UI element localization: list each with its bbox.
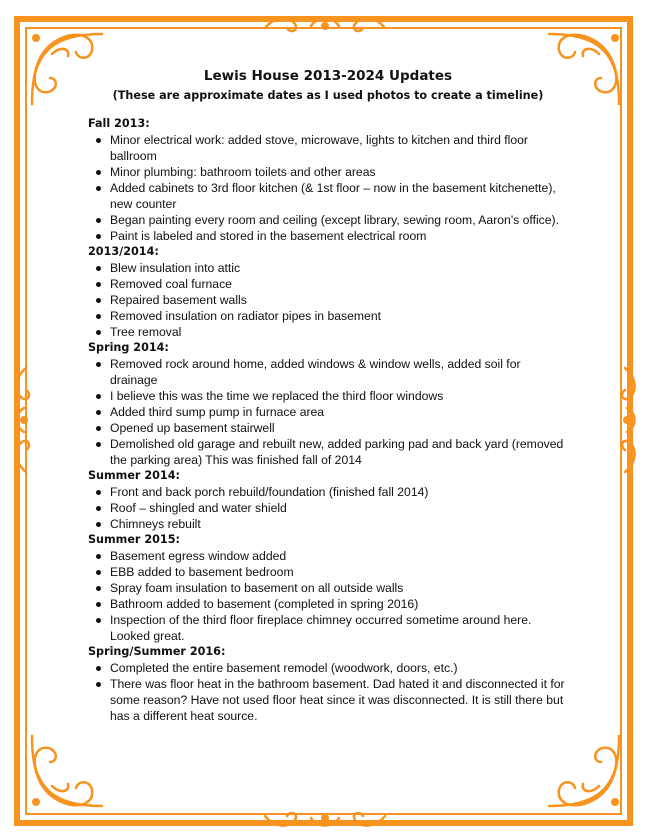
- list-item: Repaired basement walls: [88, 292, 568, 308]
- document-title: Lewis House 2013-2024 Updates: [203, 68, 453, 84]
- bullet-list: [88, 660, 568, 724]
- list-item: Inspection of the third floor fireplace chimney occurred sometime around here. Looked great.: [88, 612, 568, 644]
- list-item: Completed the entire basement remodel (woodwork, doors, etc.): [88, 660, 568, 676]
- list-item: Basement egress window added: [88, 548, 568, 564]
- list-item: Removed coal furnace: [88, 276, 568, 292]
- corner-flourish-bottom-right: [539, 726, 629, 816]
- list-item: Removed insulation on radiator pipes in basement: [88, 308, 568, 324]
- list-item: Demolished old garage and rebuilt new, added parking pad and back yard (removed the parking area) This was finished fall of 2014: [88, 436, 568, 468]
- list-item: Blew insulation into attic: [88, 260, 568, 276]
- section-heading: Spring/Summer 2016:: [88, 645, 226, 658]
- list-item: Added cabinets to 3rd floor kitchen (& 1st floor – now in the basement kitchenette), new counter: [88, 180, 568, 212]
- top-center-scroll: [255, 12, 395, 36]
- section-heading: 2013/2014:: [88, 245, 159, 258]
- list-item: Began painting every room and ceiling (except library, sewing room, Aaron's office).: [88, 212, 568, 228]
- bullet-list: [88, 484, 568, 532]
- section-heading: Fall 2013:: [88, 117, 150, 130]
- list-item: I believe this was the time we replaced the third floor windows: [88, 388, 568, 404]
- list-item: Minor plumbing: bathroom toilets and other areas: [88, 164, 568, 180]
- list-item: Removed rock around home, added windows & window wells, added soil for drainage: [88, 356, 568, 388]
- corner-flourish-bottom-left: [22, 726, 112, 816]
- list-item: Tree removal: [88, 324, 568, 340]
- list-item: EBB added to basement bedroom: [88, 564, 568, 580]
- sections-container: [88, 116, 568, 724]
- bullet-list: [88, 548, 568, 644]
- section-heading: Summer 2015:: [88, 533, 180, 546]
- document-body: [88, 68, 568, 724]
- list-item: There was floor heat in the bathroom basement. Dad hated it and disconnected it for some reason? Have not used floor heat since it was disconnected. It is still there but has a different heat source.: [88, 676, 568, 724]
- list-item: Added third sump pump in furnace area: [88, 404, 568, 420]
- list-item: Chimneys rebuilt: [88, 516, 568, 532]
- left-side-scroll: [10, 360, 34, 480]
- list-item: Roof – shingled and water shield: [88, 500, 568, 516]
- list-item: Spray foam insulation to basement on all outside walls: [88, 580, 568, 596]
- list-item: Front and back porch rebuild/foundation (finished fall 2014): [88, 484, 568, 500]
- section-heading: Summer 2014:: [88, 469, 180, 482]
- bullet-list: [88, 260, 568, 340]
- document-subtitle: (These are approximate dates as I used photos to create a timeline): [112, 89, 544, 102]
- list-item: Opened up basement stairwell: [88, 420, 568, 436]
- bottom-center-scroll: [255, 808, 395, 832]
- right-side-scroll: [617, 360, 641, 480]
- section-heading: Spring 2014:: [88, 341, 169, 354]
- list-item: Minor electrical work: added stove, microwave, lights to kitchen and third floor ballroom: [88, 132, 568, 164]
- list-item: Bathroom added to basement (completed in spring 2016): [88, 596, 568, 612]
- bullet-list: [88, 356, 568, 468]
- bullet-list: [88, 132, 568, 244]
- list-item: Paint is labeled and stored in the basement electrical room: [88, 228, 568, 244]
